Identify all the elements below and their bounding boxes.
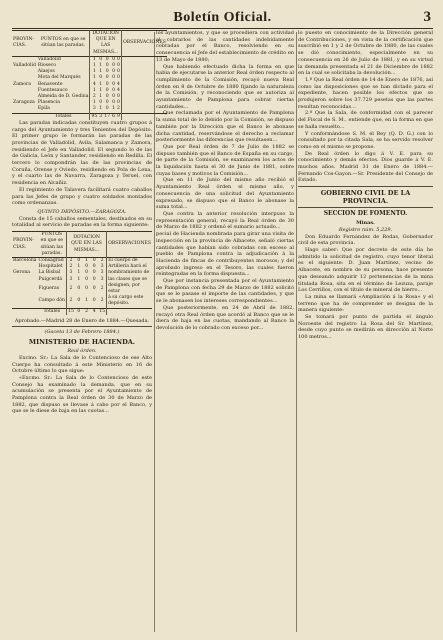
value-cell: 1 — [112, 106, 116, 112]
page-header — [12, 10, 433, 29]
total-cell: 2 — [83, 308, 91, 315]
place-cell: Plasencia — [37, 100, 61, 106]
value-cell: 0 — [112, 100, 116, 106]
value-cell: 0 — [117, 94, 120, 100]
value-cell: 2 — [67, 257, 75, 264]
paragraph: Las paradas indicadas constituyen cuatro grupos á cargo del Ayuntamiento y tres Tenientes del Depósito. El primer grupo le formarán las paradas de las provincias de Valladolid, Avila, Salamanca y Zamora, residiendo el Jefe en Valladolid. El segundo lo de las de Galicia, León y Santander, residiendo en Redilla. El tercero lo compondrán las de las provincias de Coruña, Orense y Oviedo, residiendo en Pola de Lena, y el cuarto las de Navarra, Zaragoza y Teruel, con residencia en Alcañiz. — [12, 119, 152, 187]
value-cell: 2 — [100, 257, 104, 263]
value-cell: 0 — [112, 56, 116, 62]
obs-cell: designen, por estar — [107, 283, 152, 295]
province-cell: Zamora — [13, 81, 31, 87]
total-cell: 15 — [68, 308, 74, 314]
province-cell — [12, 106, 37, 113]
place-cell: La Bisbal — [38, 270, 61, 276]
value-cell: 2 — [67, 264, 75, 270]
value-cell: 1 — [77, 270, 81, 276]
value-cell: 4 — [117, 81, 120, 87]
value-cell: 1 — [99, 63, 103, 69]
obs-cell: á su cargo este depósito. — [107, 295, 152, 308]
total-cell: 15 — [99, 308, 106, 314]
value-cell: 0 — [105, 87, 109, 93]
paragraph: Que posteriormente, en 24 de Abril de 1882, recayó otra Real órden que acordó al Banco que se le diera de baja en las cuotas, mandando al Banco la devolución de lo cobrado con exceso por... — [156, 304, 294, 331]
royal-order-heading: Real órden. — [67, 348, 97, 355]
value-cell: 0 — [99, 56, 103, 62]
place-cell: Campo dón — [38, 298, 65, 304]
total-cell: 4 — [90, 308, 98, 315]
paragraph: «Excmo. Sr.: La Sala de lo Contencioso de este Consejo ha examinado la demanda, que en su acumulación se presenta por el Ayuntamiento de Pamplona contra la Real órden de 30 de Marzo de 1882, que dispuso se llevase á cabo por el Banco, y que se le diese de baja en las cuotas... — [12, 374, 152, 415]
paragraph: Don Eduardo Fernández de Rodas, Gobernador civil de esta provincia. — [298, 233, 433, 247]
value-cell: 0 — [85, 276, 88, 282]
value-cell: 2 — [90, 94, 98, 100]
head-pueblos: PUNTOS en que se sitúan las paradas. — [40, 232, 63, 256]
head-dotacion: DOTACION QUE EN LAS MISMAS... — [90, 31, 122, 57]
value-cell: 0 — [85, 264, 88, 270]
province-cell — [12, 295, 38, 308]
value-cell: 0 — [77, 257, 81, 263]
place-cell: Valladolid — [37, 56, 61, 62]
value-cell: 0 — [117, 56, 120, 62]
total-cell: 3 — [99, 113, 103, 119]
paragraph: Que habiendo efectuado dicha la forma en que habia de ejecutarse la anterior Real órden respecto al cumplimiento de la Comisión, recayó nueva Real órden en 8 de Octubre de 1880 fijando la naturaleza de la Comisión, y reconociendo que se autoriza al ayuntamiento de Pamplona para cobrar ciertas cantidades... — [156, 63, 294, 110]
paragraph: Hago saber: Que por decreto de este día he admitido la solicitud de registro, cuyo tenor literal es el siguiente: D. Juan Martínez, vecino de Albacete, en nombre de su persona, hace presente que deseando adquirir 12 pertenencias de la mina titulada Rosa, sita en el término de Lezuza, paraje Los Cerrillos, con el título de mineral de hierro... — [298, 246, 433, 294]
total-cell: 6 — [112, 113, 116, 119]
place-cell: Hospitalet — [38, 264, 63, 270]
paragraph: Se tomará por punto de partida el ángulo Noroeste del registro La Rosa del Sr. Martínez, desde cuyo punto se medirán en dirección al Norte 100 metros... — [298, 314, 433, 341]
approval-line: Aprobado.—Madrid 28 de Enero de 1884.—Quesada. — [14, 317, 150, 324]
paragraph: Que contra la anterior resolución interpuso la representación general, recayó la Real órden de 30 de Marzo de 1882 y ordenó el sumario actuado... — [156, 210, 294, 231]
value-cell: 1 — [90, 100, 98, 106]
value-cell: 2 — [67, 283, 75, 295]
divider — [298, 207, 433, 208]
head-provinces: PROVIN-CIAS. — [13, 238, 34, 250]
total-cell: 17 — [104, 113, 111, 119]
value-cell: 0 — [112, 81, 116, 87]
total-label: Totales — [37, 113, 90, 120]
head-obs: OBSERVACIONES — [121, 31, 166, 57]
head-dotacion: DOTACION QUE EN LAS MISMAS... — [67, 232, 107, 258]
value-cell: 1 — [99, 87, 103, 93]
obs-cell: El cuerpo de — [107, 257, 152, 264]
value-cell: 0 — [92, 276, 96, 282]
value-cell: 0 — [112, 94, 116, 100]
paragraph: Que reclamada por el Ayuntamiento de Pamplona la suma total de lo debido por la Comisión, se dispuso también por la Dirección que el Banco le abonase dicha cantidad, reservándose el derecho a reclamar posteriormente las diferencias que resultasen... — [156, 110, 294, 144]
head-pueblos: PUNTOS en que se sitúan las paradas. — [40, 37, 86, 49]
value-cell: 0 — [92, 285, 96, 291]
value-cell: 4 — [90, 82, 98, 88]
value-cell: 1 — [85, 257, 88, 263]
paragraph: Que por Real órden de 7 de Julio de 1882 se dispuso también que el Banco de España en su cargo, de parte de la Comisión, se examinaren los actos de la liquidación hasta el 30 de Junio de 1881, sobre cuyas bases y motivos la Comisión... — [156, 143, 294, 177]
province-cell — [12, 283, 38, 295]
value-cell: 0 — [85, 285, 88, 291]
value-cell: 0 — [77, 298, 81, 304]
value-cell: 1 — [77, 264, 81, 270]
value-cell: 0 — [92, 298, 96, 304]
column-2 — [156, 30, 294, 634]
publication-title: Boletín Oficial. — [173, 10, 272, 25]
paragraph: pecial de Hacienda nombrada para girar una visita de inspección en la provincia de Albacete, señaló ciertas cantidades que habían sido cobradas con exceso al pueblo de Pamplona contra la adjudicación á la Hacienda de fincas de contribuyentes morosos; y del aprobado ingreso en el Tesoro, las cuales fueron reintegradas en la forma dispuesta... — [156, 231, 294, 278]
value-cell: 0 — [99, 75, 103, 81]
value-cell: 0 — [92, 270, 96, 276]
value-cell: 0 — [77, 285, 81, 291]
place-cell: Almeida de D. Gedina — [37, 94, 89, 100]
gaceta-date: (Gaceta 13 de Febrero 1884.) — [44, 329, 120, 336]
value-cell: 0 — [105, 94, 109, 100]
table-row — [12, 295, 152, 308]
divider — [12, 326, 152, 327]
head-provinces: PROVIN-CIAS. — [13, 37, 34, 49]
province-cell: Gerona — [13, 270, 31, 276]
value-cell: 1 — [77, 276, 81, 282]
value-cell: 0 — [105, 69, 109, 75]
divider — [298, 186, 433, 187]
obs-cell: Artillería hará el — [107, 264, 152, 270]
seccion-heading: SECCION DE FOMENTO. — [323, 210, 408, 218]
value-cell: 0 — [105, 100, 109, 106]
obs-cell: las clases que se — [107, 277, 152, 283]
column-rule — [296, 32, 297, 632]
place-cell: Consagrad — [38, 257, 64, 263]
paragraph: Consta de 15 caballos sementales, destinados en su totalidad al servicio de paradas en la forma siguiente: — [12, 215, 152, 229]
value-cell: 1 — [99, 81, 103, 87]
province-cell: Barcelona — [13, 257, 37, 263]
value-cell: 2 — [117, 106, 120, 112]
paragraph: lo puesto en conocimiento de la Dirección general de Contribuciones, y en vista de la certificación que suscribió en 1 y 2 de Octubre de 1880, de las cuales se dió conocimiento, especialmente en su consecuencia en 26 de Julio de 1881, y en su virtud la demanda presentada el 21 de Diciembre de 1882 en la cual se solicitaba la devolución... — [298, 30, 433, 77]
value-cell: 3 — [100, 270, 104, 276]
value-cell: 0 — [105, 63, 109, 69]
value-cell: 3 — [67, 270, 75, 276]
table-row — [12, 283, 152, 295]
value-cell: 1 — [99, 106, 103, 112]
place-cell: Mota del Marqués — [37, 75, 81, 81]
place-cell: Epila — [37, 106, 50, 112]
head-obs: OBSERVACIONES — [107, 232, 152, 258]
paragraph: De Real órden lo digo á V. E. para su conocimiento y demás efectos. Dios guarde á V. E. muchos años. Madrid 31 de Enero de 1884.—Fernando Cos-Gayon.—Sr. Presidente del Consejo de Estado. — [298, 150, 433, 184]
province-cell — [12, 56, 37, 63]
value-cell: 3 — [100, 276, 104, 282]
value-cell: 0 — [112, 75, 116, 81]
minas-heading: Minas. — [356, 220, 375, 227]
total-cell: 95 — [91, 113, 98, 119]
value-cell: 0 — [117, 75, 120, 81]
total-cell: 9 — [117, 113, 120, 119]
depot-label: QUINTO DEPÓSITO.—ZARAGOZA. — [37, 208, 127, 215]
paragraph: La mina se llamará «Ampliación á la Rosa» y el terreno que ha de comprender se designa de la manera siguiente: — [298, 293, 433, 314]
place-cell: Rioseco — [37, 63, 57, 69]
paragraph: Y conformándose S. M. el Rey (Q. D. G.) con lo consultado por la citada Sala, se ha servido resolver como en el mismo se propone. — [298, 130, 433, 150]
total-label: Totales — [38, 308, 67, 315]
paragraph: los ayuntamientos, y que se procediera con actividad al cobrarlos de las cantidades indebidamente cobradas por el Banco, resolviendo en su consecuencia el Jefe del establecimiento de crédito en 13 de Mayo de 1880; — [156, 30, 294, 63]
place-cell: Fuentesauco — [37, 87, 68, 93]
value-cell: 0 — [117, 100, 120, 106]
value-cell: 0 — [85, 270, 88, 276]
value-cell: 0 — [105, 75, 109, 81]
value-cell: 0 — [112, 63, 116, 69]
paragraph: Excmo. Sr.: La Sala de lo Contencioso de ese Alto Cuerpo ha consultado á este Ministerio en 16 de Octubre último lo que sigue: — [12, 354, 152, 375]
province-cell: Valladolid — [13, 63, 36, 69]
value-cell: 0 — [117, 63, 120, 69]
column-3 — [298, 30, 433, 634]
value-cell: 0 — [112, 87, 116, 93]
paragraph: 1.º Que la Real órden de 14 de Enero de 1876, así como las disposiciones que se han dictado para el expediente, hacen posible los efectos que se produjeron sobre los 37.729 pesetas que las partes resultan reconocidas... — [298, 76, 433, 110]
stallion-table-1 — [12, 30, 167, 120]
place-cell: Puigcerdá — [38, 276, 63, 282]
value-cell: 1 — [99, 94, 103, 100]
value-cell: 1 — [90, 88, 98, 94]
value-cell: 1 — [90, 75, 98, 81]
total-cell: 0 — [75, 308, 83, 315]
value-cell: 0 — [92, 264, 96, 270]
paragraph: 2.º Que la Sala, de conformidad con el parecer del Fiscal de S. M., entiende que, en la forma en que se halla resuelto... — [298, 110, 433, 130]
value-cell: 2 — [67, 295, 75, 308]
value-cell: 4 — [117, 87, 120, 93]
value-cell: 0 — [105, 106, 109, 112]
value-cell: 0 — [117, 69, 120, 75]
column-1 — [12, 30, 166, 634]
value-cell: 2 — [100, 298, 104, 304]
obs-cell: nombramiento de — [107, 270, 152, 276]
ministry-heading: MINISTERIO DE HACIENDA. — [28, 338, 136, 347]
stallion-table-2 — [12, 231, 152, 315]
gobierno-heading: GOBIERNO CIVIL DE LA PROVINCIA. — [320, 189, 411, 206]
value-cell: 3 — [90, 106, 98, 113]
paragraph: Que en 11 de Junio del mismo año recibió el Ayuntamiento Real órden el mismo año, y consecuencia de una solicitud del Ayuntamiento expresado, se dispuso que el Banco le abonase la suma total... — [156, 177, 294, 211]
paragraph: El regimiento de Talavera facilitará cuatro caballos para las Jefes de grupo y cuatro soldados montados como ordenanzas. — [12, 186, 152, 207]
province-cell: Zaragoza — [13, 100, 35, 106]
value-cell: 3 — [67, 277, 75, 283]
value-cell: 1 — [90, 69, 98, 75]
value-cell: 1 — [85, 298, 88, 304]
value-cell: 1 — [99, 69, 103, 75]
table-row — [12, 106, 167, 113]
registro-number: Registro núm. 5,229. — [338, 226, 393, 233]
value-cell: 0 — [105, 81, 109, 87]
place-cell: Figueras — [38, 285, 60, 291]
place-cell: Alaejos — [37, 69, 55, 75]
value-cell: 2 — [100, 285, 104, 291]
table-row — [12, 56, 167, 63]
page-number: 3 — [423, 9, 431, 25]
value-cell: 0 — [112, 69, 116, 75]
value-cell: 1 — [90, 56, 98, 63]
paragraph: Que por instancia presentada por el Ayuntamiento de Pamplona con fecha 29 de Marzo de 1882 solicitó que se le pasase el importe de las cantidades, y que se le abonasen los intereses correspondientes... — [156, 278, 294, 305]
column-rule — [154, 32, 155, 632]
value-cell: 0 — [99, 100, 103, 106]
place-cell: Benavente — [37, 81, 63, 87]
value-cell: 0 — [92, 257, 96, 263]
value-cell: 1 — [90, 63, 98, 69]
value-cell: 0 — [105, 56, 109, 62]
value-cell: 3 — [100, 264, 104, 270]
